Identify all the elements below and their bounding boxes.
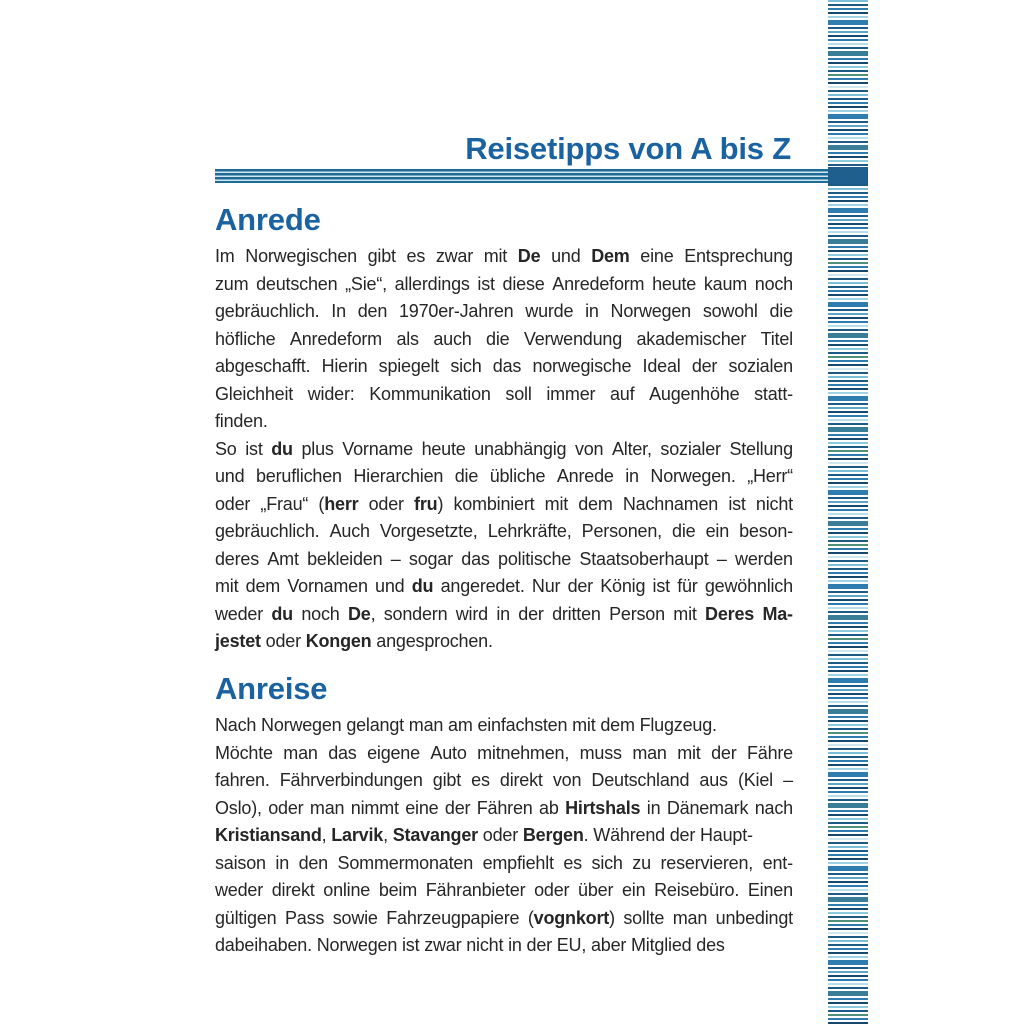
text-line: saison in den Sommermonaten empfiehlt es sich zu reservieren, ent- [215, 852, 793, 873]
stripe [828, 666, 868, 668]
stripe [828, 740, 868, 742]
stripe [828, 724, 868, 726]
stripe [828, 31, 868, 33]
stripe [828, 352, 868, 354]
stripe [828, 756, 868, 758]
stripe [828, 133, 868, 135]
stripe [828, 701, 868, 703]
stripe [828, 298, 868, 300]
stripe [828, 376, 868, 378]
stripe [828, 196, 868, 198]
stripe [828, 110, 868, 112]
stripe [828, 991, 868, 996]
stripe [828, 90, 868, 92]
stripe [828, 98, 868, 100]
section-anrede [215, 203, 793, 656]
stripe [828, 419, 868, 421]
stripe [828, 940, 868, 942]
stripe [828, 615, 868, 620]
stripe [828, 278, 868, 280]
stripe [828, 121, 868, 123]
stripe [828, 509, 868, 511]
stripe [828, 329, 868, 331]
stripe [828, 560, 868, 562]
stripe [828, 1018, 868, 1020]
stripe [828, 1014, 868, 1016]
stripe [828, 270, 868, 272]
stripe [828, 66, 868, 68]
stripe [828, 106, 868, 108]
stripe [828, 360, 868, 362]
stripe [828, 842, 868, 844]
stripe [828, 924, 868, 926]
stripe [828, 258, 868, 260]
stripe [828, 58, 868, 60]
stripe [828, 227, 868, 229]
stripe [828, 528, 868, 530]
stripe [828, 74, 868, 76]
stripe [828, 768, 868, 770]
stripe [828, 62, 868, 64]
stripe [828, 380, 868, 382]
section-body-anreise [215, 712, 793, 960]
stripe [828, 223, 868, 225]
stripe [828, 834, 868, 836]
stripe [828, 634, 868, 636]
stripe [828, 86, 868, 88]
stripe [828, 728, 868, 730]
stripe [828, 505, 868, 507]
stripe [828, 39, 868, 41]
stripe [828, 846, 868, 848]
stripe [828, 294, 868, 296]
stripe [828, 932, 868, 934]
stripe [828, 818, 868, 820]
section-anreise [215, 672, 793, 960]
stripe [828, 630, 868, 632]
stripe [828, 160, 868, 162]
stripe [828, 822, 868, 824]
stripe [828, 0, 868, 2]
stripe [828, 102, 868, 104]
stripe [828, 928, 868, 930]
stripe [828, 51, 868, 56]
stripe [828, 920, 868, 922]
text-line: weder direkt online beim Fähranbieter oder über ein Reisebüro. Einen [215, 880, 793, 900]
stripe [828, 744, 868, 746]
section-title-anrede: Anrede [215, 202, 321, 237]
stripe [828, 584, 868, 589]
stripe [828, 760, 868, 762]
stripe [828, 791, 868, 793]
stripe [828, 591, 868, 593]
stripe [828, 960, 868, 965]
stripe [828, 670, 868, 672]
stripe [828, 27, 868, 29]
stripe [828, 697, 868, 699]
stripe [828, 854, 868, 856]
stripe [828, 340, 868, 342]
stripe [828, 317, 868, 319]
text-line: Kristiansand, Larvik, Stavanger oder Bergen. Während der Haupt- [215, 825, 753, 845]
stripe [828, 936, 868, 938]
stripe [828, 231, 868, 233]
stripe [828, 274, 868, 276]
stripe [828, 411, 868, 413]
stripe [828, 858, 868, 860]
section-title-anreise: Anreise [215, 671, 328, 706]
stripe [828, 912, 868, 914]
stripe [828, 642, 868, 644]
stripe [828, 979, 868, 981]
text-line: Im Norwegischen gibt es zwar mit De und Dem eine Entsprechung [215, 246, 793, 266]
stripe [828, 462, 868, 464]
stripe [828, 544, 868, 546]
stripe [828, 372, 868, 374]
stripe [828, 826, 868, 828]
stripe [828, 486, 868, 488]
stripe [828, 239, 868, 244]
section-body-anrede [215, 243, 793, 656]
header-rule [215, 169, 868, 183]
stripe [828, 748, 868, 750]
stripe [828, 141, 868, 143]
stripe [828, 904, 868, 906]
text-line: weder du noch De, sondern wird in der dritten Person mit Deres Ma- [215, 603, 793, 624]
stripe [828, 192, 868, 194]
stripe [828, 948, 868, 950]
stripe [828, 16, 868, 18]
stripe [828, 532, 868, 534]
stripe [828, 156, 868, 158]
stripe [828, 772, 868, 777]
stripe [828, 998, 868, 1000]
stripe [828, 1002, 868, 1004]
stripe [828, 685, 868, 687]
paragraph [215, 243, 793, 436]
stripe [828, 490, 868, 495]
stripe [828, 145, 868, 150]
stripe [828, 709, 868, 714]
page-header: Reisetipps von A bis Z [465, 131, 791, 166]
stripe [828, 474, 868, 476]
stripe [828, 184, 868, 186]
stripe [828, 204, 868, 206]
stripe [828, 830, 868, 832]
stripe [828, 384, 868, 386]
text-line: fahren. Fährverbindungen gibt es direkt von Deutschland aus (Kiel – [215, 770, 793, 790]
stripe [828, 513, 868, 515]
stripe [828, 517, 868, 519]
stripe [828, 482, 868, 484]
stripe [828, 576, 868, 578]
text-line: und beruflichen Hierarchien die übliche Anrede in Norwegen. „Herr“ [215, 466, 793, 486]
stripe [828, 611, 868, 613]
stripe [828, 944, 868, 946]
stripe [828, 321, 868, 323]
stripe [828, 654, 868, 656]
text-line: gültigen Pass sowie Fahrzeugpapiere (vognkort) sollte man unbedingt [215, 907, 793, 928]
stripe [828, 302, 868, 307]
stripe [828, 427, 868, 432]
stripe [828, 603, 868, 605]
stripe [828, 434, 868, 436]
stripe [828, 552, 868, 554]
stripe [828, 850, 868, 852]
stripe [828, 442, 868, 444]
stripe [828, 540, 868, 542]
stripe [828, 862, 868, 864]
stripe [828, 889, 868, 891]
stripe [828, 814, 868, 816]
stripe [828, 396, 868, 401]
stripe [828, 403, 868, 405]
stripe [828, 716, 868, 718]
stripe [828, 309, 868, 311]
stripe [828, 674, 868, 676]
stripe [828, 356, 868, 358]
stripe [828, 12, 868, 14]
stripe [828, 458, 868, 460]
stripe [828, 897, 868, 902]
stripe [828, 720, 868, 722]
text-line: Nach Norwegen gelangt man am einfachsten mit dem Flugzeug. [215, 715, 717, 735]
stripe [828, 799, 868, 801]
stripe [828, 736, 868, 738]
text-line: abgeschafft. Hierin spiegelt sich das norwegische Ideal der sozialen [215, 356, 793, 376]
stripe [828, 521, 868, 526]
paragraph [215, 712, 793, 960]
text-line: dabeihaben. Norwegen ist zwar nicht in der EU, aber Mitglied des [215, 935, 725, 955]
stripe [828, 838, 868, 840]
stripe [828, 916, 868, 918]
text-line: Gleichheit wider: Kommunikation soll immer auf Augenhöhe statt- [215, 383, 793, 404]
stripe [828, 638, 868, 640]
stripe [828, 8, 868, 10]
stripe [828, 556, 868, 558]
stripe [828, 678, 868, 683]
stripe [828, 967, 868, 969]
stripe [828, 466, 868, 468]
stripe [828, 971, 868, 973]
stripe [828, 783, 868, 785]
stripe [828, 497, 868, 499]
stripe [828, 572, 868, 574]
stripe [828, 987, 868, 989]
stripe [828, 470, 868, 472]
stripe [828, 536, 868, 538]
stripe [828, 626, 868, 628]
stripe [828, 388, 868, 390]
stripe [828, 1010, 868, 1012]
stripe [828, 152, 868, 154]
stripe [828, 348, 868, 350]
stripe [828, 787, 868, 789]
stripe [828, 254, 868, 256]
stripe [828, 599, 868, 601]
text-line: gebräuchlich. In den 1970er-Jahren wurde in Norwegen sowohl die [215, 301, 793, 321]
stripe [828, 622, 868, 624]
stripe [828, 200, 868, 202]
stripe [828, 313, 868, 315]
text-line: zum deutschen „Sie“, allerdings ist diese Anredeform heute kaum noch [215, 273, 793, 294]
stripe [828, 78, 868, 80]
stripe [828, 235, 868, 237]
stripe [828, 956, 868, 958]
stripe [828, 70, 868, 72]
text-line: Oslo), oder man nimmt eine der Fähren ab Hirtshals in Dänemark nach [215, 797, 793, 818]
stripe [828, 392, 868, 394]
stripe [828, 450, 868, 452]
stripe [828, 344, 868, 346]
stripe [828, 125, 868, 127]
stripe [828, 188, 868, 190]
stripe [828, 983, 868, 985]
stripe [828, 82, 868, 84]
text-line: gebräuchlich. Auch Vorgesetzte, Lehrkräfte, Personen, die ein beson- [215, 521, 793, 541]
stripe [828, 446, 868, 448]
stripe [828, 873, 868, 875]
stripe [828, 658, 868, 660]
stripe [828, 881, 868, 883]
text-line: So ist du plus Vorname heute unabhängig von Alter, sozialer Stellung [215, 438, 793, 459]
text-line: finden. [215, 411, 268, 431]
stripe [828, 650, 868, 652]
text-line: jestet oder Kongen angesprochen. [215, 631, 493, 651]
stripe [828, 478, 868, 480]
stripe [828, 407, 868, 409]
paragraph [215, 436, 793, 656]
stripe [828, 607, 868, 609]
stripe [828, 893, 868, 895]
stripe [828, 368, 868, 370]
stripe [828, 454, 868, 456]
stripe [828, 415, 868, 417]
stripe [828, 689, 868, 691]
stripe [828, 975, 868, 977]
stripe [828, 646, 868, 648]
text-line: Möchte man das eigene Auto mitnehmen, muss man mit der Fähre [215, 742, 793, 763]
stripe [828, 693, 868, 695]
stripe [828, 250, 868, 252]
stripe [828, 423, 868, 425]
stripe [828, 114, 868, 119]
stripe [828, 266, 868, 268]
stripe [828, 364, 868, 366]
stripe [828, 262, 868, 264]
stripe [828, 764, 868, 766]
stripe [828, 908, 868, 910]
stripe [828, 219, 868, 221]
stripe [828, 866, 868, 871]
stripe [828, 208, 868, 213]
stripe [828, 282, 868, 284]
text-line: höfliche Anredeform als auch die Verwendung akademischer Titel [215, 328, 793, 349]
stripe [828, 325, 868, 327]
stripe [828, 580, 868, 582]
stripe [828, 333, 868, 338]
stripe [828, 286, 868, 288]
stripe [828, 732, 868, 734]
decor-stripe-bar [828, 0, 868, 1024]
stripe [828, 752, 868, 754]
stripe [828, 662, 868, 664]
stripe [828, 4, 868, 6]
stripe [828, 952, 868, 954]
stripe [828, 795, 868, 797]
text-line: mit dem Vornamen und du angeredet. Nur der König ist für gewöhnlich [215, 576, 793, 596]
stripe [828, 548, 868, 550]
stripe [828, 137, 868, 139]
stripe [828, 47, 868, 49]
stripe [828, 810, 868, 812]
stripe [828, 779, 868, 781]
stripe [828, 803, 868, 808]
stripe [828, 438, 868, 440]
text-line: deres Amt bekleiden – sogar das politische Staatsoberhaupt – werden [215, 548, 793, 569]
stripe [828, 129, 868, 131]
text-line: oder „Frau“ (herr oder fru) kombiniert mit dem Nachnamen ist nicht [215, 493, 793, 514]
stripe [828, 877, 868, 879]
stripe [828, 705, 868, 707]
stripe [828, 215, 868, 217]
stripe [828, 164, 868, 166]
stripe [828, 20, 868, 25]
stripe [828, 564, 868, 566]
stripe [828, 595, 868, 597]
stripe [828, 35, 868, 37]
stripe [828, 501, 868, 503]
stripe [828, 246, 868, 248]
stripe [828, 290, 868, 292]
stripe [828, 568, 868, 570]
stripe [828, 94, 868, 96]
stripe [828, 1006, 868, 1008]
stripe [828, 885, 868, 887]
stripe [828, 43, 868, 45]
header-rule-cap [828, 167, 868, 184]
